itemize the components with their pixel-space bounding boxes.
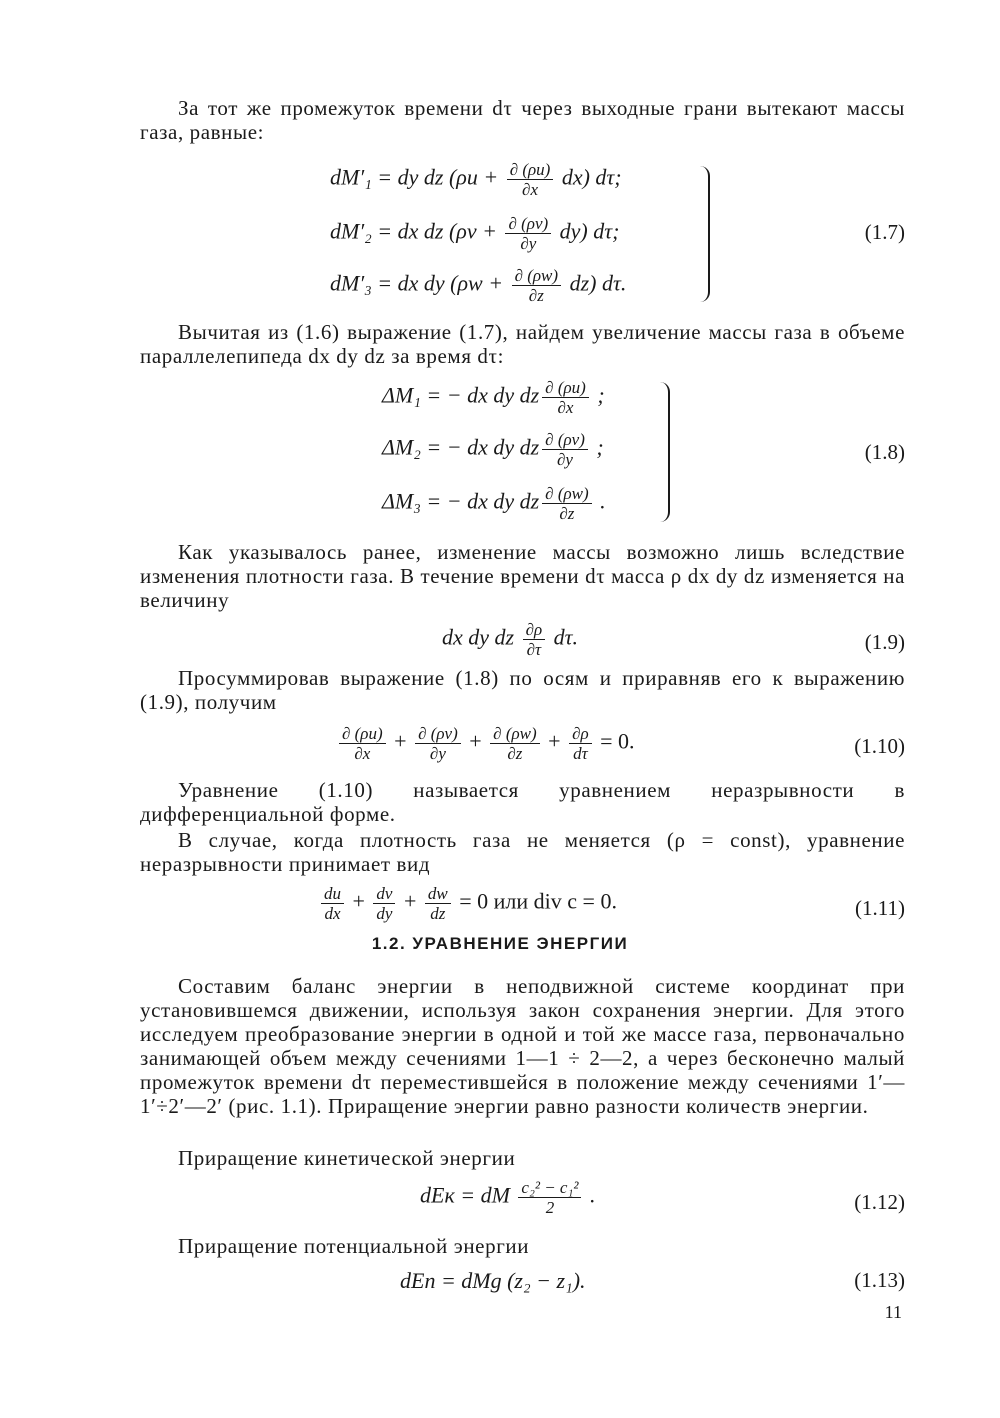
equation-line: ΔM₃ = − dx dy dz $\frac{\partial (\rho w)}{\partial z}$ . (382, 484, 606, 523)
equation-number: (1.13) (854, 1268, 905, 1292)
equation-line: dEп = dMg (z₂ − z₁). (400, 1268, 586, 1293)
section-heading: 1.2. УРАВНЕНИЕ ЭНЕРГИИ (371, 934, 629, 953)
paragraph-outflow: За тот же промежуток времени dτ через выходные грани вытекают массы газа, равные: (140, 96, 905, 144)
equation-line: dM′₁ = dy dz (ρu + $\frac{\partial (\rho u)}{\partial x}$ dx) dτ; (330, 160, 622, 199)
paragraph-continuity: Уравнение (1.10) называется уравнением неразрывности в дифференциальной форме. (140, 778, 905, 826)
paragraph-energy-balance: Составим баланс энергии в неподвижной системе координат при установившемся движении, используя закон сохранения энергии. Для этого исследуем преобразование энергии в одной и той же массе газа, первоначально занимающей объем между сечениями 1—1 ÷ 2—2, а через бесконечно малый промежуток времени dτ переместившейся в положение между сечениями 1′—1′÷2′—2′ (рис. 1.1). Приращение энергии равно разности количеств энергии. (140, 974, 905, 1118)
paragraph-mass-increase: Вычитая из (1.6) выражение (1.7), найдем увеличение массы газа в объеме параллелепипеда dx dy dz за время dτ: (140, 320, 905, 368)
equation-number: (1.7) (864, 220, 905, 244)
equation-line: $\frac{du}{dx}$ + $\frac{dv}{dy}$ + $\frac{dw}{dz}$ = 0 или div c = 0. (318, 884, 617, 923)
equation-number: (1.12) (854, 1190, 905, 1214)
equation-line: dM′₃ = dx dy (ρw + $\frac{\partial (\rho w)}{\partial z}$ dz) dτ. (330, 266, 627, 305)
equation-line: dM′₂ = dx dz (ρv + $\frac{\partial (\rho v)}{\partial y}$ dy) dτ; (330, 214, 620, 253)
paragraph-constant-density: В случае, когда плотность газа не меняется (ρ = const), уравнение неразрывности принимает вид (140, 828, 905, 876)
equation-number: (1.8) (864, 440, 905, 464)
equation-line: dEк = dM $\frac{\text{c₂² − c₁²}}{2}$ . (420, 1178, 596, 1217)
page-number: 11 (884, 1302, 902, 1322)
equation-number: (1.11) (855, 896, 905, 920)
equation-line: ΔM₂ = − dx dy dz $\frac{\partial (\rho v)}{\partial y}$ ; (382, 430, 604, 469)
paragraph-summation: Просуммировав выражение (1.8) по осям и приравняв его к выражению (1.9), получим (140, 666, 905, 714)
equation-line: ΔM₁ = − dx dy dz $\frac{\partial (\rho u)}{\partial x}$ ; (382, 378, 605, 417)
right-brace (698, 166, 710, 302)
right-brace (658, 382, 670, 522)
equation-number: (1.9) (864, 630, 905, 654)
equation-line: dx dy dz $\frac{\partial\rho}{\partial\tau}$ dτ. (442, 620, 579, 659)
equation-line: $\frac{\partial (\rho u)}{\partial x}$ + $\frac{\partial (\rho v)}{\partial y}$ + $\frac{\partial (\rho w)}{\partial z}$ + $\frac{\partial\rho}{d\tau}$ = 0. (336, 724, 635, 763)
paragraph-potential-energy: Приращение потенциальной энергии (178, 1234, 530, 1258)
paragraph-kinetic-energy: Приращение кинетической энергии (178, 1146, 516, 1170)
equation-number: (1.10) (854, 734, 905, 758)
paragraph-density-change: Как указывалось ранее, изменение массы возможно лишь вследствие изменения плотности газа. В течение времени dτ масса ρ dx dy dz изменяется на величину (140, 540, 905, 612)
